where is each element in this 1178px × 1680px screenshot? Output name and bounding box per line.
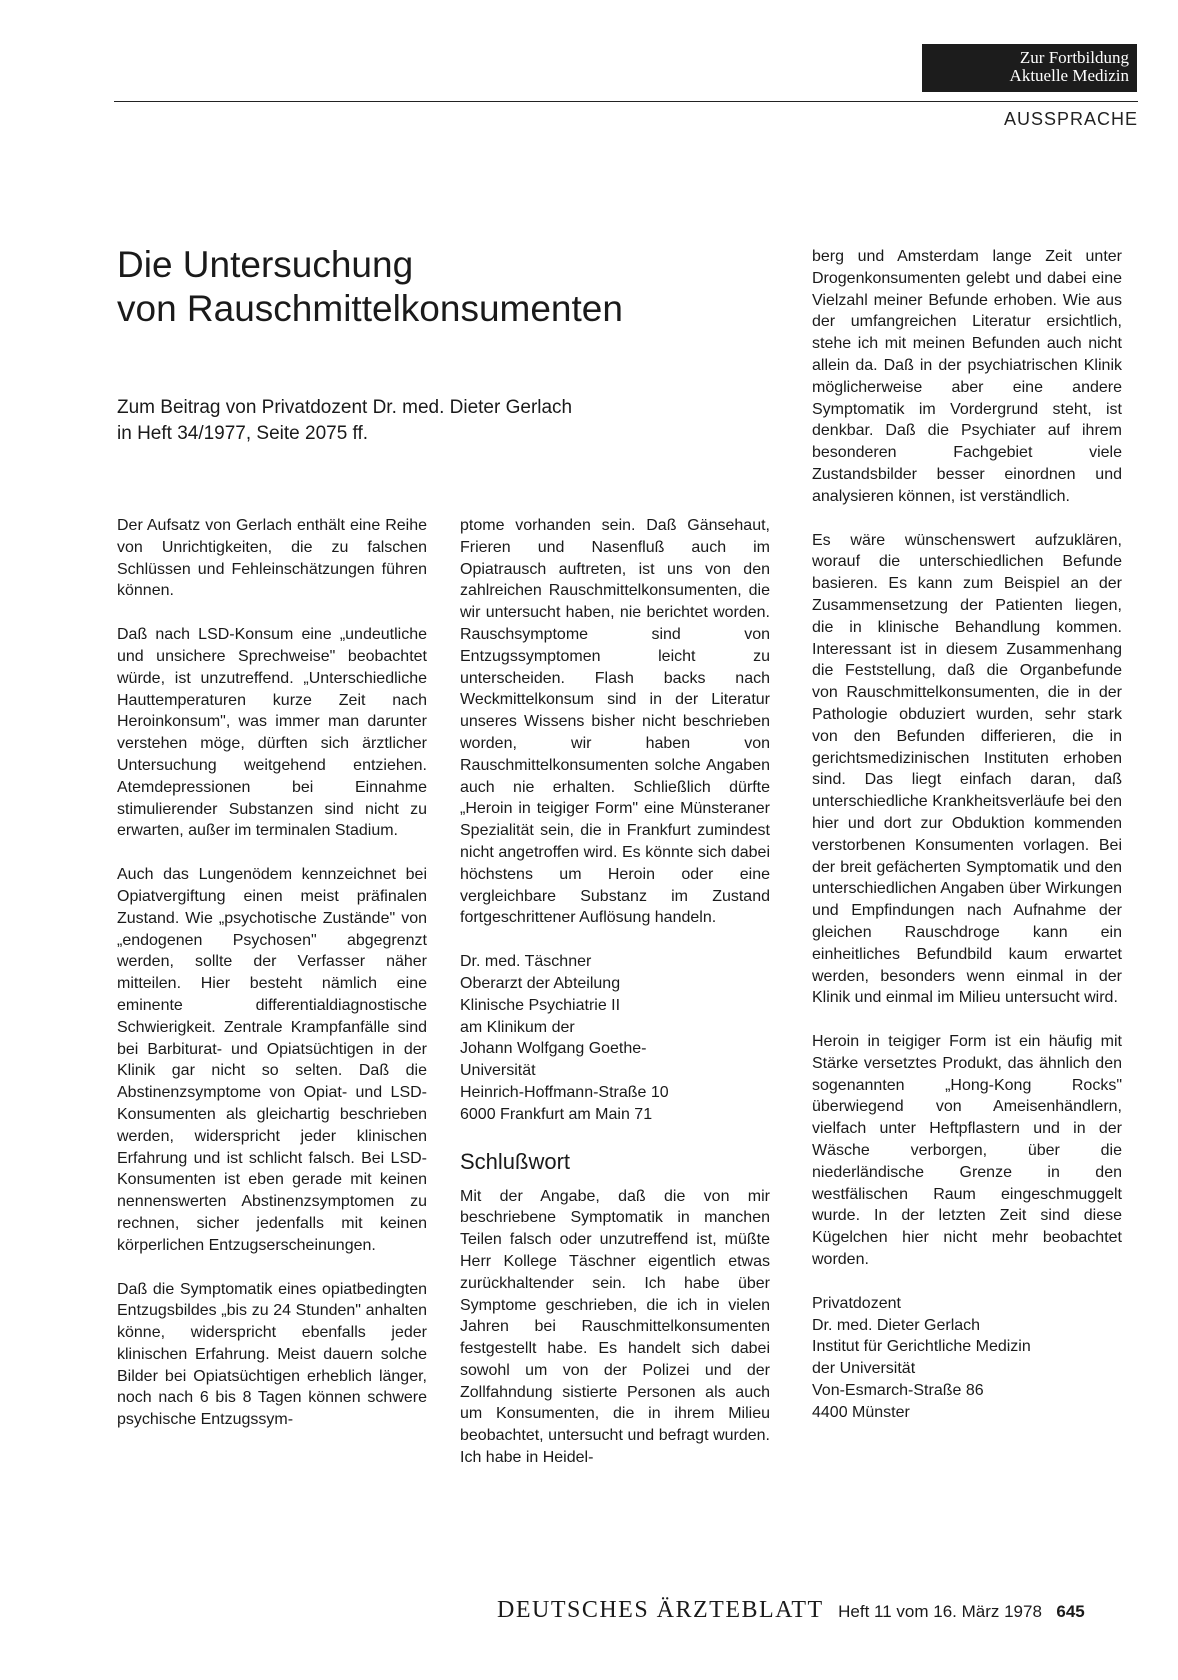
tag-line-1: Zur Fortbildung xyxy=(1019,48,1129,67)
paragraph: Daß nach LSD-Konsum eine „undeutliche und unsichere Sprechweise" beobachtet würde, ist unzutreffend. „Unterschiedliche Hauttemperaturen kurze Zeit nach Heroinkonsum", was immer man darunter verstehen möge, dürften sich ärztlicher Untersuchung weitgehend entziehen. Atemdepressionen bei Einnahme stimulierender Substanzen sind nicht zu erwarten, außer im terminalen Stadium. xyxy=(117,626,427,840)
address-line: Heinrich-Hoffmann-Straße 10 xyxy=(460,1083,669,1101)
author-signature xyxy=(812,1293,1122,1424)
address-line: Universität xyxy=(460,1062,536,1080)
paragraph: Der Aufsatz von Gerlach enthält eine Reihe von Unrichtigkeiten, die zu falschen Schlüssen und Fehleinschätzungen führen können. xyxy=(117,517,427,600)
paragraph: Daß die Symptomatik eines opiatbedingten Entzugsbildes „bis zu 24 Stunden" anhalten könne, widerspricht ebenfalls jeder klinischen Erfahrung. Meist dauern solche Bilder bei Opiatsüchtigen erheblich länger, noch nach 6 bis 8 Tagen können schwere psychische Entzugssym- xyxy=(117,1280,427,1429)
signature-line: Privatdozent xyxy=(812,1294,901,1312)
signature-line: 4400 Münster xyxy=(812,1403,910,1421)
signature-line: der Universität xyxy=(812,1360,916,1378)
page-footer xyxy=(497,1597,1085,1624)
address-line: Dr. med. Täschner xyxy=(460,953,592,971)
address-line: Klinische Psychiatrie II xyxy=(460,996,621,1014)
article-subtitle xyxy=(117,395,677,447)
signature-line: Institut für Gerichtliche Medizin xyxy=(812,1338,1031,1356)
header-rule xyxy=(114,101,1138,102)
paragraph: Es wäre wünschenswert aufzuklären, worauf die unterschiedlichen Befunde basieren. Es kann zum Beispiel an der Zusammensetzung der Patienten liegen, die in klinische Behandlung kommen. Interessant ist in diesem Zusammenhang die Feststellung, daß die Organbefunde von Rauschmittelkonsumenten, die in der Pathologie obduziert wurden, sehr stark von den Befunden differieren, die in gerichtsmedizinischen Instituten erhoben sind. Das liegt einfach daran, daß unterschiedliche Krankheitsverläufe bei den hier und dort zur Obduktion kommenden verstorbenen Konsumenten vorlagen. Bei der breit gefächerten Symptomatik und den unterschiedlichen Angaben über Wirkungen und Empfindungen nach Aufnahme der gleichen Rauschdroge kann ein einheitliches Befundbild kaum erwartet werden, besonders wenn einmal in der Klinik und einmal im Milieu untersucht wird. xyxy=(812,531,1122,1007)
address-line: Oberarzt der Abteilung xyxy=(460,974,621,992)
issue-info: Heft 11 vom 16. März 1978 xyxy=(838,1602,1042,1621)
subtitle-line-2: in Heft 34/1977, Seite 2075 ff. xyxy=(117,423,369,444)
address-line: am Klinikum der xyxy=(460,1018,575,1036)
section-label: AUSSPRACHE xyxy=(1003,109,1138,129)
page-number: 645 xyxy=(1056,1602,1085,1621)
signature-line: Dr. med. Dieter Gerlach xyxy=(812,1316,981,1334)
subtitle-line-1: Zum Beitrag von Privatdozent Dr. med. Dieter Gerlach xyxy=(117,397,573,418)
author-address xyxy=(460,951,770,1125)
column-3 xyxy=(812,246,1122,1446)
column-1 xyxy=(117,515,427,1453)
section-tag-box xyxy=(922,44,1137,92)
paragraph: Auch das Lungenödem kennzeichnet bei Opiatvergiftung einen meist präfinalen Zustand. Wie „psychotische Zustände" von „endogenen Psychosen" abgegrenzt werden, sollte der Verfasser näher mitteilen. Hier besteht nämlich eine eminente differentialdiagnostische Schwierigkeit. Zentrale Krampfanfälle sind bei Barbiturat- und Opiatsüchtigen in der Klinik gar nicht so selten. Daß die Abstinenzsymptome von Opiat- und LSD-Konsumenten als gleichartig beschrieben werden, widerspricht jeder klinischen Erfahrung und ist schlicht falsch. Bei LSD-Konsumenten ist eben gerade mit keinen nennenswerten Abstinenzsymptomen zu rechnen, sicher jedenfalls mit keinen körperlichen Entzugserscheinungen. xyxy=(117,866,427,1254)
paragraph: Heroin in teigiger Form ist ein häufig mit Stärke versetztes Produkt, das ähnlich den sogenannten „Hong-Kong Rocks" überwiegend von Ameisenhändlern, vielfach unter Heftpflastern und in der Wäsche verborgen, über die niederländische Grenze in den westfälischen Raum eingeschmuggelt wurde. In der letzten Zeit sind diese Kügelchen hier nicht mehr beobachtet worden. xyxy=(812,1033,1122,1269)
paragraph: ptome vorhanden sein. Daß Gänsehaut, Frieren und Nasenfluß auch im Opiatrausch auftreten, ist uns von den zahlreichen Rauschmittelkonsumenten, die wir untersucht haben, nie berichtet worden. Rauschsymptome sind von Entzugssymptomen leicht zu unterscheiden. Flash backs nach Weckmittelkonsum sind in der Literatur unseres Wissens bisher nicht beschrieben worden, wir haben von Rauschmittelkonsumenten solche Angaben auch nie erhalten. Schließlich dürfte „Heroin in teigiger Form" eine Münsteraner Spezialität sein, die in Frankfurt zumindest nicht angetroffen wird. Es könnte sich dabei höchstens um Heroin oder eine vergleichbare Substanz im Zustand fortgeschrittener Auflösung handeln. xyxy=(460,517,770,927)
column-2 xyxy=(460,515,770,1491)
paragraph: berg und Amsterdam lange Zeit unter Drogenkonsumenten gelebt und dabei eine Vielzahl meiner Befunde erhoben. Wie aus der umfangreichen Literatur ersichtlich, stehe ich mit meinen Befunden auch nicht allein da. Daß in der psychiatrischen Klinik möglicherweise aber eine andere Symptomatik im Vordergrund steht, ist denkbar. Daß die Psychiater auf ihrem besonderen Fachgebiet viele Zustandsbilder besser einordnen und analysieren können, ist verständlich. xyxy=(812,248,1122,505)
address-line: 6000 Frankfurt am Main 71 xyxy=(460,1105,653,1123)
reply-heading: Schlußwort xyxy=(460,1148,571,1174)
title-line-2: von Rauschmittelkonsumenten xyxy=(117,288,623,329)
title-line-1: Die Untersuchung xyxy=(117,244,414,285)
journal-name: DEUTSCHES ÄRZTEBLATT xyxy=(497,1597,824,1623)
tag-line-2: Aktuelle Medizin xyxy=(1009,66,1129,85)
article-title xyxy=(117,243,757,331)
paragraph: Mit der Angabe, daß die von mir beschriebene Symptomatik in manchen Teilen falsch oder unzutreffend ist, müßte Herr Kollege Täschner eigentlich etwas zurückhaltender sein. Ich habe über Symptome geschrieben, die ich in vielen Jahren bei Rauschmittelkonsumenten festgestellt habe. Es handelt sich dabei sowohl um von der Polizei und der Zollfahndung sistierte Personen als auch um Konsumenten, die in ihrem Milieu beobachtet, untersucht und befragt wurden. Ich habe in Heidel- xyxy=(460,1187,770,1467)
address-line: Johann Wolfgang Goethe- xyxy=(460,1040,647,1058)
signature-line: Von-Esmarch-Straße 86 xyxy=(812,1382,984,1400)
